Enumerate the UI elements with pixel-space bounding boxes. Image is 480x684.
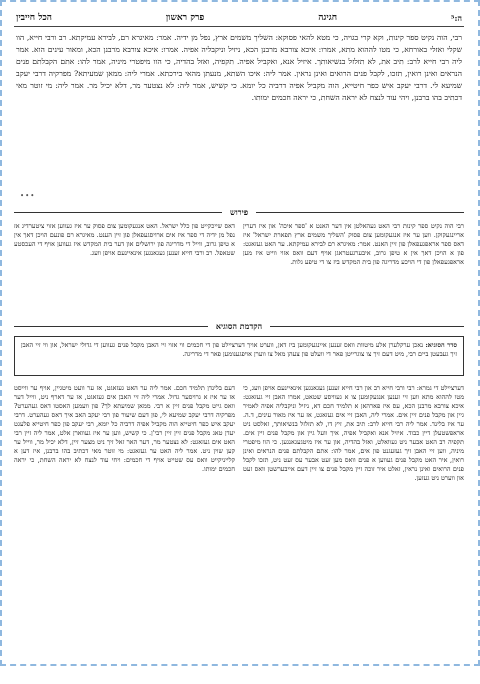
talmud-page [14, 10, 464, 654]
section-divider-peirush [14, 206, 464, 218]
divider-line [270, 326, 464, 327]
gemara-main-text [14, 27, 464, 192]
peirush-column-right [243, 222, 464, 314]
intro-label: סדר הסוגיא: [425, 341, 457, 349]
divider-line [256, 212, 464, 213]
page-number: ה:⁵ [450, 12, 462, 23]
chapter-title: הכל חייבין [16, 13, 52, 23]
translation-text: דערציילט די גמרא: רבי ורבי חייא רב און רבי חייא זענען געגאנגען אינאיינעם אויפן וועג, כי מטו לההוא מתא ווען זיי זענען אנגעקומען צו א געוויסע שטאט, אמרו האבן זיי געזאגט: איכא צורבא מרבנן הכא, עס איז פארהאן א תלמיד חכם דא, ניזיל וניקבליה אפיה לאמיר גיין און מקבל פנים זיין אים. אמרי ליה, האבן זיי אים געזאגט, אז ער איז מאור עינים, ד.ה. ער איז בלינד. אמר ליה רבי חייא לרב: תיב את, זיץ דו, לא תזלזל בנשיאותך, זאלסט ניט אראפשטעלן דיין כבוד. איזיל אנא ואקביל אפיה, איך וועל גיין און מקבל פנים זיין אים. תקפיה רב האט אבער ניט געוואלט, ואזל בהדיה, און ער איז מיטגעגאנגען. כי הוו מיפטרי מיניה, ווען זיי האבן זיך געזעגנט פון אים, אמר להו: אתם הקבלתם פנים הנראים ואינן רואין, איר האט מקבל פנים געווען א פנים וואס מען זעט אבער עס זעט ניט, תזכו לקבל פנים הרואים ואינן נראין, זאלט איר זוכה זיין מקבל פנים צו זיין דעם אייבערשטן וואס זעט און ווערט ניט געזען. [243, 384, 464, 482]
peirush-text: דאס שייכקייט פון כלל ישראל. האט אנגעקומען צום פסוק ער איז געווען אזוי ציטערדיג אז נפל מן ידיה די ספר איז אים ארויסגעפאלן פון זיין הענט. מאיגרא רם פונעם הויכן דאך אין א טיפן גרוב, ווייל די מדריגה פון ירושלים און דער בית המקדש איז געווען אויף די העכסטע שטאפל. רב ורבי חייא זענען געגאנגען אינאיינעם אויפן וועג. [14, 222, 235, 257]
translation-text: דעם בלינדן תלמיד חכם. אמר ליה ער האט געזאגט, אז ער וועט מיטגיין, אויף ער ווייסט אז ער איז א גרויסער גדול. אמרי ליה זיי האבן אים געזאגט, אז ער דארף ניט, ווייל דער וואס גייט מקבל פנים זיין א רבי. ממאן שמיעתא לך? פון וועמען האסטו דאס געהערט? מפרקיה דרבי יעקב שמיעא לי, פון דעם שיעור פון רבי יעקב האב איך דאס געהערט. דרבי יעקב איש כפר חיטייא הוה מקביל אפיה דרביה כל יומא, רבי יעקב פון כפר חיטייא פלעגט יעדן טאג מקבל פנים זיין זיין רבי'ן. כי קשיש, ווען ער איז געווארן אלט, אמר ליה זיין רבי האט אים געזאגט: לא נצטער מר, דער האר זאל זיך ניט מצער זיין, דלא יכיל מר, ווייל ער קען שוין ניט. אמר ליה האט ער געזאגט: מי זוטר מאי דכתיב בהו ברבנן, איז דען א קלייניקייט וואס עס שטייט אויף די חכמים: ויחי עוד לנצח לא יראה השחת, כי יראה חכמים ימותו. [14, 384, 235, 473]
translation-column-left [14, 384, 235, 684]
sugya-intro-box [14, 336, 464, 376]
peirush-heading: פירוש [229, 207, 249, 217]
end-marker: ••• [20, 192, 36, 200]
running-header [14, 10, 464, 27]
divider-line [14, 326, 208, 327]
translation-columns [14, 384, 464, 684]
divider-line [14, 212, 222, 213]
peirush-column-left [14, 222, 235, 314]
intro-heading: הקדמת הסוגיא [215, 321, 263, 331]
section-divider-intro [14, 320, 464, 332]
chapter-name: פרק ראשון [165, 13, 205, 23]
intro-text: נאכן ערקלערן אלע מיטוות וואס זענען איינגעקומען ביז דאן, ווערט אויך דערציילט פון די חכמים ווי אזוי זיי האבן מקבל פנים געווען די גדולי ישראל, און ווי זיי האבן זיך געבעטן ביים רבי, מיט דעם זיך צו צוגרייטן פאר די וועלט פון צעהן מאל צו ווערן אויפגענומען פאר די מדריגה. [21, 341, 457, 358]
tractate-name: חגיגה [318, 13, 338, 23]
gemara-paragraph: רבי, הוה נקיט ספר קינות, וקא קרי בגויה, כי מטא להאי פסוקא: השליך משמים ארץ, נפל מן ידיה. אמר: מאיגרא רם, לבירא עמיקתא. רב ורבי חייא, הוו שקלי ואזלי באורחא, כי מטו לההוא מתא, אמרו: איכא צורבא מרבנן הכא, ניזיל וניקבליה אפיה. אמרו: איכא צורבא מרבנן הכא, ומאור עינים הוא. אמר ליה רבי חייא לרב: תיב את, לא תזלזל בנשיאותך. איזיל אנא, ואקביל אפיה. תקפיה, ואזל בהדיה, כי הוו מיפטרי מיניה, אמר להו: אתם הקבלתם פנים הנראים ואינן רואין, תזכו, לקבל פנים הרואים ואינן נראין. אמר ליה: איכו השתא, מנעתן מהאי בירכתא. אמרי ליה: ממאן שמעיתא? מפרקיה דרבי יעקב שמיעא לי. דרבי יעקב איש כפר חיטייא, הוה מקביל אפיה דרביה כל יומא. כי קשיש, אמר ליה: לא נצטער מר, דלא יכיל מר. אמר ליה: מי זוטר מאי דכתיב בהו ברבנן, ויהי עוד לנצח לא יראה השחת, כי יראה חכמים ימותו. [16, 33, 462, 102]
peirush-text: רבי הוה נקיט ספר קינות רבי האט געהאלטן אין דער האנט א 'ספר איכה' און איז דערין אריינגעקוקן. ווען ער איז אנגעקומען צום פסוק 'השליך משמים ארץ תפארת ישראל' איז דאס ספר אראפגעפאלן פון זיין האנט. אמר: מאיגרא רם לבירא עמיקתא. ער האט געזאגט: פון א הויכן דאך אין א טיפן גרוב, איבערגעטראגן אויף דעם וואס אזוי ווייט איז מען אראפגעפאלן פון די הויכע מדריגה פון בית המקדש ביז צו די טיפע גלות. [243, 222, 464, 266]
peirush-columns [14, 222, 464, 314]
translation-column-right [243, 384, 464, 684]
